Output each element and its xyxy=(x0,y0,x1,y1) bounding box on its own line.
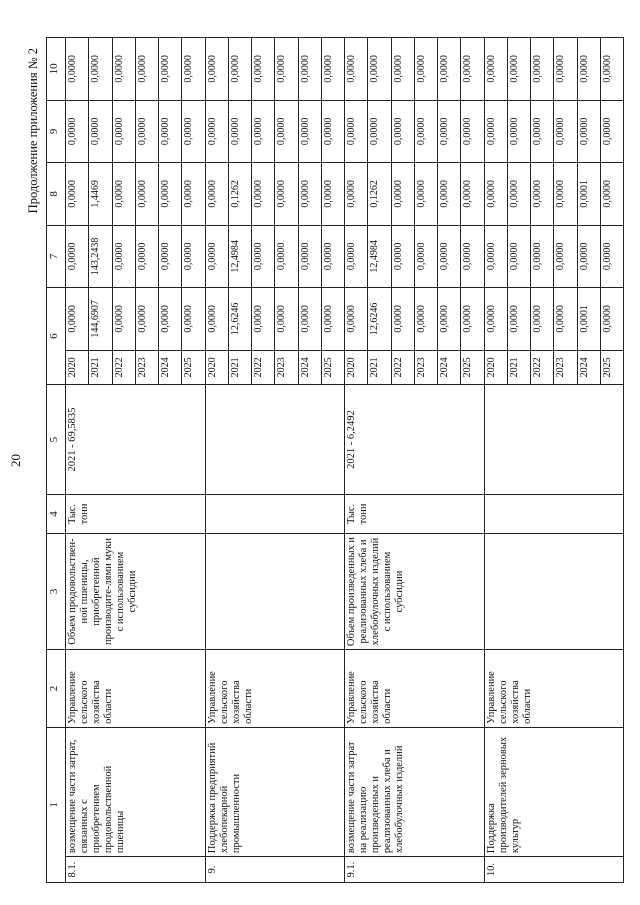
value-cell: 0,0000 xyxy=(484,100,507,163)
value-cell: 0,0000 xyxy=(414,100,437,163)
year-cell: 2021 xyxy=(89,350,112,384)
value-cell: 0,0000 xyxy=(275,100,298,163)
value-cell: 0,0000 xyxy=(554,38,577,101)
value-cell: 0,0000 xyxy=(531,163,554,226)
unit-cell xyxy=(484,495,624,534)
value-cell: 0,0000 xyxy=(252,38,275,101)
responsible-org: Управление сельского хозяйства области xyxy=(484,650,624,728)
item-name: возмещение части затрат на реализацию произведенных и реализованных хлеба и хлебобулочных изделий xyxy=(345,727,485,856)
table-body xyxy=(66,38,624,883)
value-cell: 0,0000 xyxy=(275,38,298,101)
item-name: Поддержка предприятий хлебопекарной промышленности xyxy=(205,727,345,856)
target-value xyxy=(484,385,624,495)
value-cell: 0,0000 xyxy=(531,225,554,288)
value-cell: 0,0000 xyxy=(461,225,484,288)
value-cell: 0,0000 xyxy=(345,288,368,351)
value-cell: 0,0000 xyxy=(66,100,89,163)
value-cell: 0,0000 xyxy=(252,100,275,163)
table-row xyxy=(205,38,228,883)
header-cell-9: 9 xyxy=(47,100,66,163)
value-cell: 0,0000 xyxy=(298,100,321,163)
value-cell: 0,0000 xyxy=(600,38,623,101)
value-cell: 0,0000 xyxy=(507,163,530,226)
value-cell: 0,0000 xyxy=(554,288,577,351)
program-table xyxy=(46,37,624,883)
value-cell: 0,0000 xyxy=(159,163,182,226)
value-cell: 0,0000 xyxy=(135,225,158,288)
value-cell: 0,0000 xyxy=(112,100,135,163)
value-cell: 0,0000 xyxy=(205,288,228,351)
indicator-text xyxy=(205,533,345,649)
unit-cell: Тыс. тонн xyxy=(345,495,485,534)
year-cell: 2021 xyxy=(228,350,251,384)
value-cell: 0,0000 xyxy=(112,225,135,288)
value-cell: 0,0000 xyxy=(321,38,344,101)
value-cell: 0,0000 xyxy=(345,163,368,226)
value-cell: 0,0000 xyxy=(89,100,112,163)
value-cell: 0,0000 xyxy=(112,288,135,351)
table-row xyxy=(66,38,89,883)
header-cell-10: 10 xyxy=(47,38,66,101)
indicator-text: Объем продовольствен-ной пшеницы, приобретенной производите-лями муки с использованием субсидии xyxy=(66,533,206,649)
target-value xyxy=(205,385,345,495)
year-cell: 2020 xyxy=(66,350,89,384)
year-cell: 2024 xyxy=(159,350,182,384)
value-cell: 0,0000 xyxy=(368,100,391,163)
responsible-org: Управление сельского хозяйства области xyxy=(66,650,206,728)
page-number: 20 xyxy=(8,454,23,467)
item-number: 10. xyxy=(484,857,624,883)
value-cell: 0,0000 xyxy=(182,100,205,163)
year-cell: 2025 xyxy=(321,350,344,384)
value-cell: 0,0000 xyxy=(298,225,321,288)
value-cell: 0,0000 xyxy=(252,288,275,351)
value-cell: 0,0000 xyxy=(438,225,461,288)
value-cell: 0,0000 xyxy=(321,163,344,226)
value-cell: 0,0000 xyxy=(438,288,461,351)
header-cell-6: 6 xyxy=(47,288,66,385)
value-cell: 0,0000 xyxy=(461,38,484,101)
value-cell: 0,0000 xyxy=(484,163,507,226)
value-cell: 0,0000 xyxy=(112,38,135,101)
value-cell: 0,0000 xyxy=(252,163,275,226)
value-cell: 0,0000 xyxy=(600,100,623,163)
value-cell: 0,0000 xyxy=(66,38,89,101)
value-cell: 0,0000 xyxy=(577,225,600,288)
value-cell: 0,0000 xyxy=(205,225,228,288)
value-cell: 0,0000 xyxy=(252,225,275,288)
table-container xyxy=(46,37,624,883)
item-number: 8.1. xyxy=(66,857,206,883)
value-cell: 0,0000 xyxy=(298,163,321,226)
value-cell: 0,0000 xyxy=(600,163,623,226)
item-number: 9.1. xyxy=(345,857,485,883)
value-cell: 0,0000 xyxy=(321,100,344,163)
value-cell: 0,0000 xyxy=(461,163,484,226)
value-cell: 0,0000 xyxy=(275,225,298,288)
value-cell: 0,0000 xyxy=(112,163,135,226)
target-value: 2021 - 69,5835 xyxy=(66,385,206,495)
value-cell: 0,0000 xyxy=(275,163,298,226)
value-cell: 0,0000 xyxy=(414,38,437,101)
value-cell: 0,0000 xyxy=(321,288,344,351)
header-cell-2: 2 xyxy=(47,650,66,728)
indicator-text: Объем произведенных и реализованных хлеба и хлебобулочных изделий с использованием субсидии xyxy=(345,533,485,649)
value-cell: 0,0000 xyxy=(205,100,228,163)
value-cell: 0,0000 xyxy=(391,163,414,226)
value-cell: 0,0000 xyxy=(345,225,368,288)
year-cell: 2023 xyxy=(414,350,437,384)
value-cell: 0,0000 xyxy=(159,38,182,101)
item-number: 9. xyxy=(205,857,345,883)
value-cell: 0,0001 xyxy=(577,163,600,226)
year-cell: 2023 xyxy=(554,350,577,384)
value-cell: 0,0000 xyxy=(345,100,368,163)
year-cell: 2024 xyxy=(577,350,600,384)
value-cell: 143,2438 xyxy=(89,225,112,288)
unit-cell xyxy=(205,495,345,534)
header-cell-7: 7 xyxy=(47,225,66,288)
target-value: 2021 - 6,2492 xyxy=(345,385,485,495)
value-cell: 0,0000 xyxy=(159,225,182,288)
value-cell: 0,0000 xyxy=(205,38,228,101)
header-cell-4: 4 xyxy=(47,495,66,534)
value-cell: 0,0000 xyxy=(391,38,414,101)
value-cell: 0,0000 xyxy=(554,100,577,163)
value-cell: 0,0000 xyxy=(135,38,158,101)
item-name: возмещение части затрат, связанных с приобретением продовольственной пшеницы xyxy=(66,727,206,856)
value-cell: 0,0000 xyxy=(135,163,158,226)
value-cell: 0,0000 xyxy=(391,288,414,351)
value-cell: 0,0000 xyxy=(391,100,414,163)
value-cell: 0,0000 xyxy=(275,288,298,351)
value-cell: 0,0000 xyxy=(228,38,251,101)
year-cell: 2022 xyxy=(391,350,414,384)
responsible-org: Управление сельского хозяйства области xyxy=(345,650,485,728)
year-cell: 2022 xyxy=(531,350,554,384)
value-cell: 0,0000 xyxy=(577,100,600,163)
value-cell: 0,0000 xyxy=(577,38,600,101)
value-cell: 0,0000 xyxy=(531,100,554,163)
header-row xyxy=(47,38,66,883)
year-cell: 2021 xyxy=(368,350,391,384)
value-cell: 0,0000 xyxy=(414,163,437,226)
value-cell: 0,0000 xyxy=(345,38,368,101)
value-cell: 0,0000 xyxy=(484,288,507,351)
year-cell: 2024 xyxy=(298,350,321,384)
value-cell: 0,0000 xyxy=(461,100,484,163)
value-cell: 0,0000 xyxy=(414,225,437,288)
value-cell: 0,1262 xyxy=(368,163,391,226)
appendix-label: Продолжение приложения № 2 xyxy=(26,48,40,214)
value-cell: 0,0000 xyxy=(159,100,182,163)
value-cell: 12,4984 xyxy=(368,225,391,288)
value-cell: 0,0000 xyxy=(438,38,461,101)
header-cell-8: 8 xyxy=(47,163,66,226)
value-cell: 0,0000 xyxy=(507,288,530,351)
value-cell: 0,0000 xyxy=(205,163,228,226)
value-cell: 0,0000 xyxy=(507,225,530,288)
value-cell: 1,4469 xyxy=(89,163,112,226)
indicator-text xyxy=(484,533,624,649)
year-cell: 2025 xyxy=(461,350,484,384)
year-cell: 2020 xyxy=(205,350,228,384)
value-cell: 0,0000 xyxy=(368,38,391,101)
value-cell: 0,0000 xyxy=(321,225,344,288)
value-cell: 144,6907 xyxy=(89,288,112,351)
value-cell: 0,0000 xyxy=(135,288,158,351)
value-cell: 0,1262 xyxy=(228,163,251,226)
year-cell: 2020 xyxy=(484,350,507,384)
value-cell: 0,0000 xyxy=(554,163,577,226)
value-cell: 0,0000 xyxy=(66,163,89,226)
value-cell: 0,0000 xyxy=(438,100,461,163)
value-cell: 0,0000 xyxy=(228,100,251,163)
value-cell: 0,0000 xyxy=(182,163,205,226)
value-cell: 0,0000 xyxy=(484,225,507,288)
value-cell: 0,0000 xyxy=(600,288,623,351)
year-cell: 2024 xyxy=(438,350,461,384)
responsible-org: Управление сельского хозяйства области xyxy=(205,650,345,728)
value-cell: 0,0000 xyxy=(66,225,89,288)
value-cell: 0,0000 xyxy=(507,38,530,101)
value-cell: 12,6246 xyxy=(368,288,391,351)
header-cell-3: 3 xyxy=(47,533,66,649)
value-cell: 0,0000 xyxy=(461,288,484,351)
value-cell: 0,0000 xyxy=(531,38,554,101)
value-cell: 0,0000 xyxy=(89,38,112,101)
value-cell: 0,0000 xyxy=(298,38,321,101)
value-cell: 0,0000 xyxy=(182,225,205,288)
year-cell: 2021 xyxy=(507,350,530,384)
value-cell: 12,4984 xyxy=(228,225,251,288)
value-cell: 0,0000 xyxy=(391,225,414,288)
value-cell: 0,0000 xyxy=(438,163,461,226)
year-cell: 2023 xyxy=(135,350,158,384)
value-cell: 0,0000 xyxy=(182,288,205,351)
value-cell: 0,0000 xyxy=(600,225,623,288)
value-cell: 0,0000 xyxy=(298,288,321,351)
table-row xyxy=(484,38,507,883)
header-cell-5: 5 xyxy=(47,385,66,495)
value-cell: 0,0000 xyxy=(484,38,507,101)
year-cell: 2022 xyxy=(112,350,135,384)
value-cell: 0,0000 xyxy=(66,288,89,351)
value-cell: 0,0001 xyxy=(577,288,600,351)
year-cell: 2025 xyxy=(182,350,205,384)
header-cell-1: 1 xyxy=(47,727,66,882)
item-name: Поддержка производителей зерновых культур xyxy=(484,727,624,856)
value-cell: 0,0000 xyxy=(554,225,577,288)
value-cell: 0,0000 xyxy=(135,100,158,163)
value-cell: 0,0000 xyxy=(159,288,182,351)
year-cell: 2023 xyxy=(275,350,298,384)
year-cell: 2020 xyxy=(345,350,368,384)
value-cell: 0,0000 xyxy=(414,288,437,351)
table-row xyxy=(345,38,368,883)
value-cell: 0,0000 xyxy=(531,288,554,351)
value-cell: 0,0000 xyxy=(182,38,205,101)
unit-cell: Тыс. тонн xyxy=(66,495,206,534)
year-cell: 2022 xyxy=(252,350,275,384)
year-cell: 2025 xyxy=(600,350,623,384)
value-cell: 12,6246 xyxy=(228,288,251,351)
value-cell: 0,0000 xyxy=(507,100,530,163)
